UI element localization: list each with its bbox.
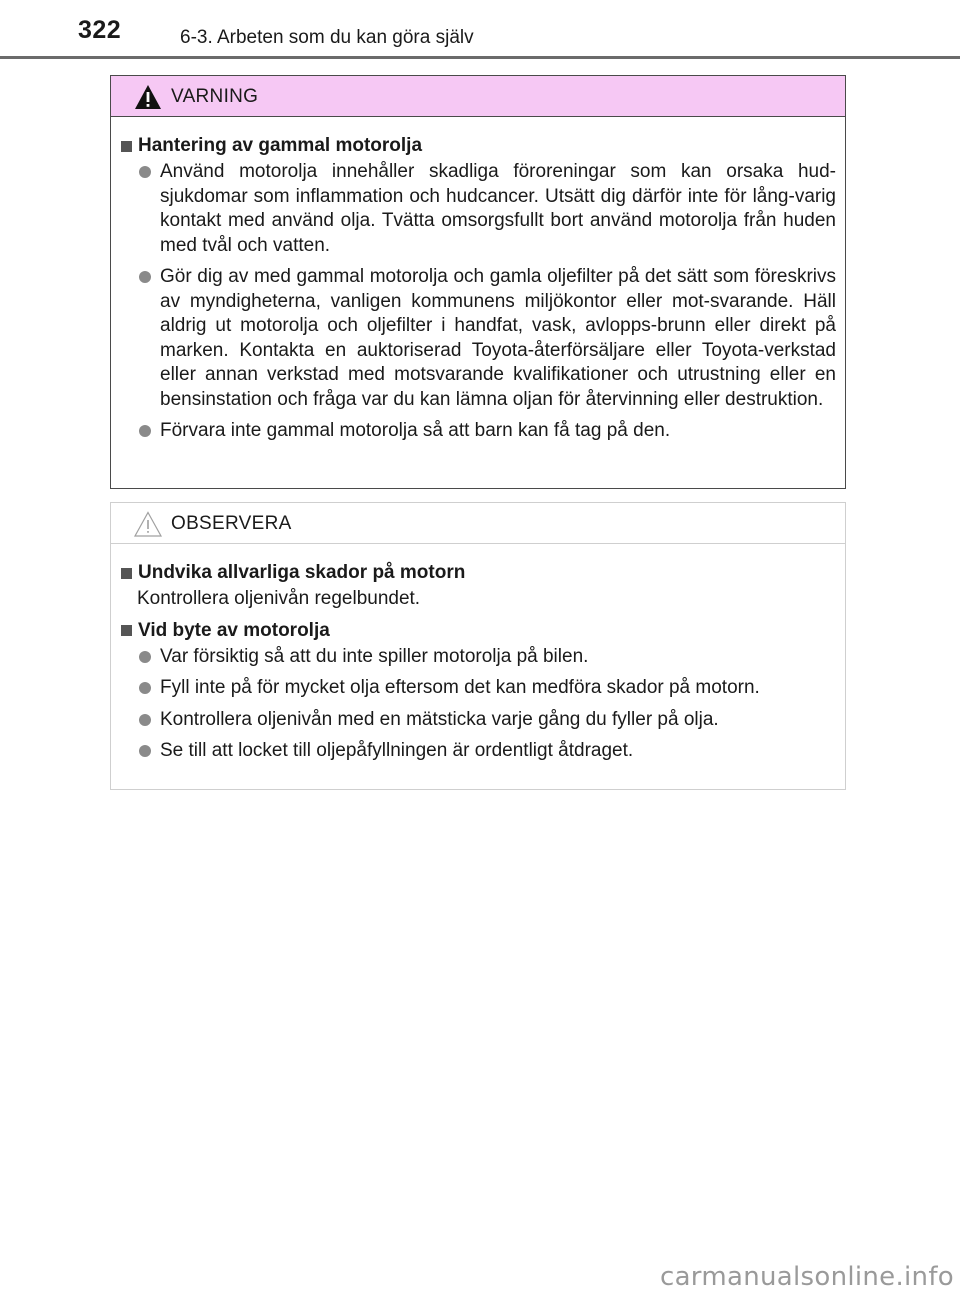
warning-label: VARNING: [171, 86, 259, 107]
notice-heading-text: Vid byte av motorolja: [138, 619, 330, 641]
notice-section-heading-2: [119, 619, 837, 643]
square-bullet-icon: [121, 625, 132, 636]
notice-box: [110, 502, 846, 790]
notice-section-heading-1: [119, 561, 837, 585]
warning-bullet-2: Gör dig av med gammal motorolja och gamla oljefilter på det sätt som föreskrivs av myndigheterna, vanligen kommunens miljökontor eller mot-svarande. Häll aldrig ut motorolja och oljefilter i handfat, vask, avlopps-brunn eller direkt på marken. Kontakta en auktoriserad Toyota-återförsäljare eller Toyota-verkstad eller annan verkstad med motsvarande kvalifikationer och utrustning eller en bensinstation och fråga var du kan lämna oljan för återvinning eller destruktion.: [160, 266, 836, 410]
circle-bullet-icon: [139, 166, 151, 178]
circle-bullet-icon: [139, 714, 151, 726]
list-item: [119, 160, 837, 258]
warning-header: [111, 76, 845, 117]
warning-bullet-1: Använd motorolja innehåller skadliga föroreningar som kan orsaka hud-sjukdomar som inflammation och hudcancer. Utsätt dig därför inte för lång-varig kontakt med använd olja. Tvätta omsorgsfullt bort använd motorolja från huden med tvål och vatten.: [160, 161, 836, 256]
square-bullet-icon: [121, 141, 132, 152]
notice-bullet-4: Se till att locket till oljepåfyllningen är ordentligt åtdraget.: [160, 740, 634, 761]
notice-header: [111, 503, 845, 544]
page-number: 322: [78, 16, 122, 44]
notice-bullet-3: Kontrollera oljenivån med en mätsticka varje gång du fyller på olja.: [160, 708, 719, 730]
warning-triangle-filled-icon: [133, 83, 163, 111]
circle-bullet-icon: [139, 651, 151, 663]
warning-bullet-3: Förvara inte gammal motorolja så att barn kan få tag på den.: [160, 420, 671, 441]
circle-bullet-icon: [139, 682, 151, 694]
warning-heading-text: Hantering av gammal motorolja: [138, 135, 423, 156]
list-item: [119, 676, 837, 701]
warning-triangle-outline-icon: [133, 510, 163, 538]
watermark: carmanualsonline.info: [659, 1262, 954, 1292]
circle-bullet-icon: [139, 425, 151, 437]
list-item: [119, 708, 837, 733]
notice-bullet-1: Var försiktig så att du inte spiller motorolja på bilen.: [160, 645, 589, 667]
notice-label: OBSERVERA: [171, 513, 292, 534]
list-item: [119, 645, 837, 670]
list-item: [119, 265, 837, 412]
circle-bullet-icon: [139, 271, 151, 283]
notice-heading-text: Undvika allvarliga skador på motorn: [138, 562, 466, 583]
header-divider: [0, 56, 960, 59]
list-item: [119, 419, 837, 444]
warning-section-heading: [119, 134, 837, 158]
notice-bullet-2: Fyll inte på för mycket olja eftersom det kan medföra skador på motorn.: [160, 677, 760, 698]
square-bullet-icon: [121, 568, 132, 579]
circle-bullet-icon: [139, 745, 151, 757]
section-title: 6-3. Arbeten som du kan göra själv: [180, 27, 474, 48]
warning-box: [110, 75, 846, 489]
list-item: [119, 739, 837, 764]
page-header: [0, 0, 960, 62]
notice-text: Kontrollera oljenivån regelbundet.: [137, 588, 421, 609]
